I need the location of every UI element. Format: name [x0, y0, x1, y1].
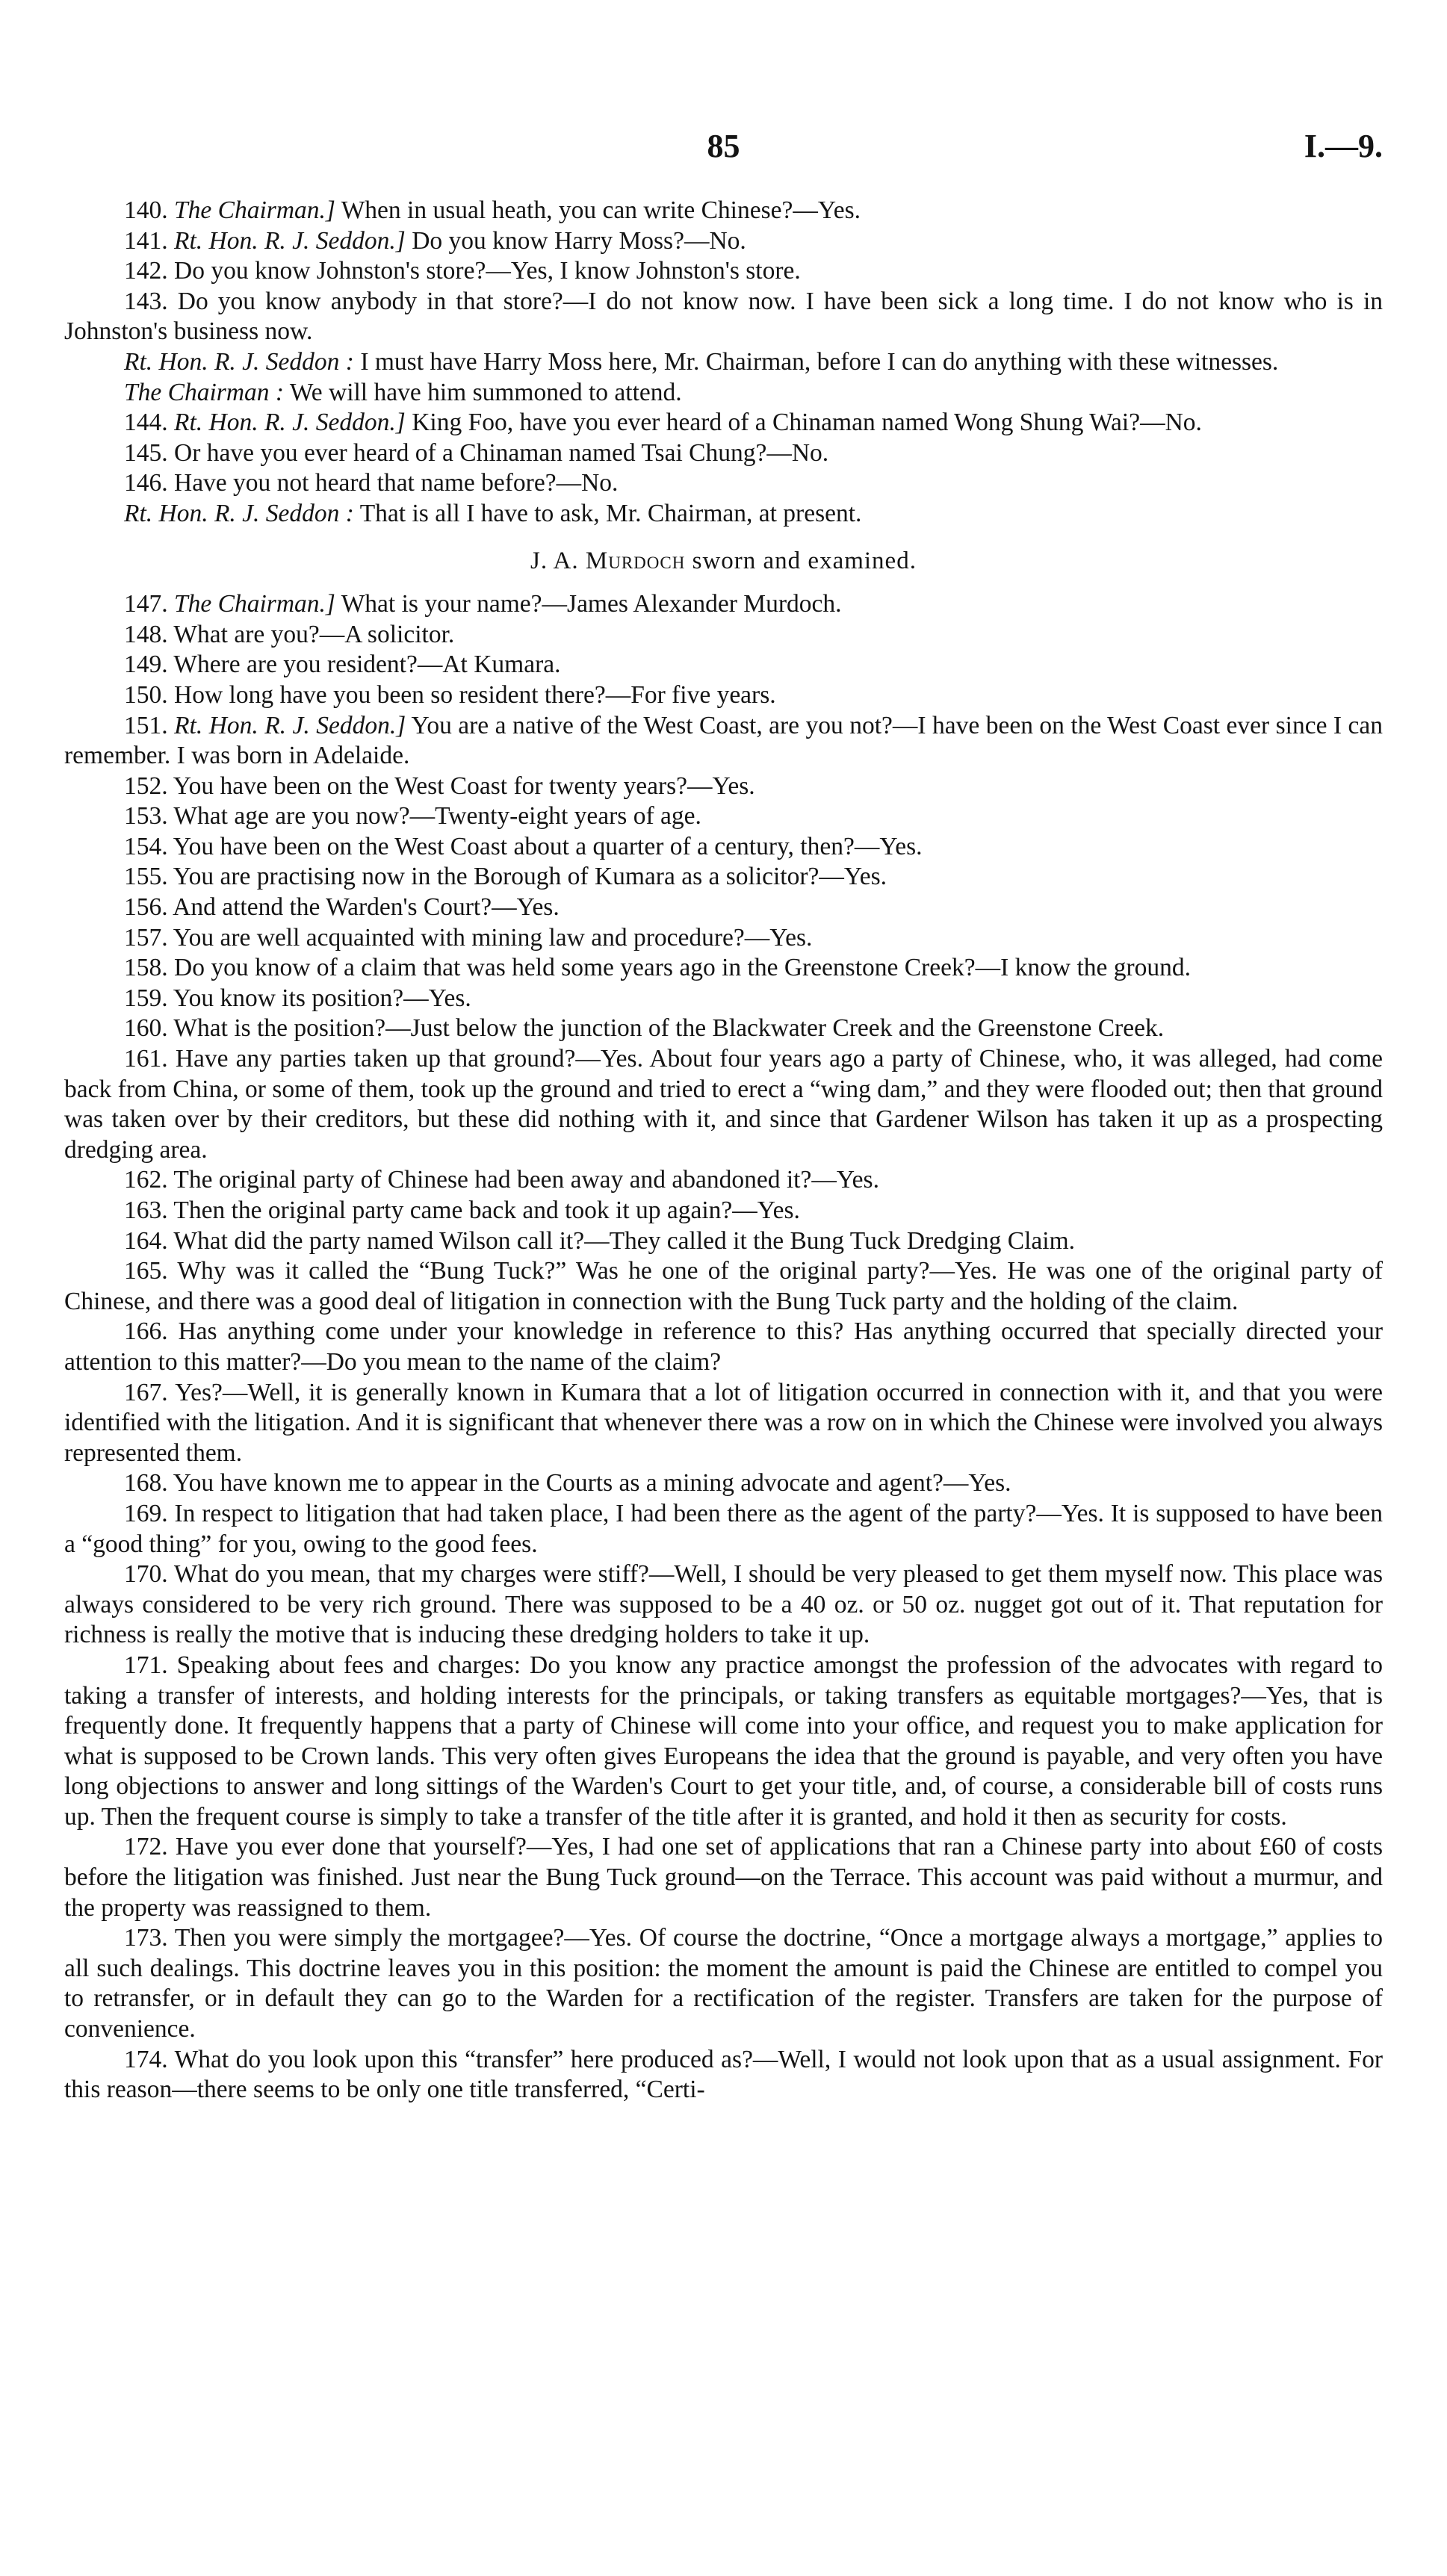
testimony-paragraph [64, 1468, 1383, 1499]
testimony-paragraph [64, 468, 1383, 499]
testimony-text: I must have Harry Moss here, Mr. Chairman, before I can do anything with these witnesses. [353, 347, 1279, 376]
testimony-text: Speaking about fees and charges: Do you know any practice amongst the profession of the advocates with regard to taking a transfer of interests, and holding interests for the principals, or taking transfers as equitable mortgages?—Yes, that is frequently done. It frequently happens that a party of Chinese will come into your office, and request you to make application for what is supposed to be Crown lands. This very often gives Europeans the idea that the ground is payable, and very often you have long objections to answer and long sittings of the Warden's Court to get your title, and, of course, a considerable bill of costs runs up. Then the frequent course is simply to take a transfer of the title after it is granted, and hold it then as security for costs. [64, 1651, 1383, 1831]
question-number: 149. [124, 651, 168, 679]
testimony-text: Have any parties taken up that ground?—Yes. About four years ago a party of Chinese, who, it was alleged, had come back from China, or some of them, took up the ground and tried to erect a “wing dam,” and they were flooded out; then that ground was taken over by their creditors, but these did nothing with it, and since that Gardener Wilson has taken it up as a prospecting dredging area. [64, 1045, 1383, 1164]
question-number: 162. [124, 1166, 168, 1194]
question-number: 145. [124, 438, 168, 467]
question-number: 154. [124, 832, 168, 860]
testimony-paragraph [64, 287, 1383, 347]
testimony-text: What are you?—A solicitor. [173, 620, 455, 648]
testimony-text: You know its position?—Yes. [173, 984, 471, 1012]
testimony-paragraph [64, 1226, 1383, 1257]
testimony-text: Where are you resident?—At Kumara. [173, 651, 561, 679]
question-number: 173. [124, 1924, 168, 1952]
question-number: 166. [124, 1318, 168, 1346]
testimony-text: Then you were simply the mortgagee?—Yes. Of course the doctrine, “Once a mortgage always a mortgage,” applies to all such dealings. This doctrine leaves you in this position: the moment the amount is paid the Chinese are entitled to compel you to retransfer, or in default they can go to the Warden for a rectification of the register. Transfers are taken for the purpose of convenience. [64, 1924, 1383, 2043]
speaker-name: The Chairman.] [174, 590, 335, 618]
testimony-text: Have you ever done that yourself?—Yes, I had one set of applications that ran a Chinese party into about £60 of costs before the litigation was finished. Just near the Bung Tuck ground—on the Terrace. This account was paid without a murmur, and the property was reassigned to them. [64, 1833, 1383, 1922]
question-number: 140. [124, 196, 168, 224]
testimony-text: King Foo, have you ever heard of a Chinaman named Wong Shung Wai?—No. [405, 409, 1202, 437]
testimony-text: You have been on the West Coast about a quarter of a century, then?—Yes. [173, 832, 923, 860]
witness-initials: J. A. [530, 547, 586, 574]
testimony-text: We will have him summoned to attend. [284, 378, 682, 406]
testimony-text: What is the position?—Just below the junction of the Blackwater Creek and the Greenstone Creek. [173, 1014, 1165, 1043]
question-number: 168. [124, 1469, 168, 1498]
testimony-text: When in usual heath, you can write Chinese?—Yes. [335, 196, 861, 224]
testimony-paragraph [64, 923, 1383, 954]
page-header [64, 127, 1383, 179]
testimony-text: Has anything come under your knowledge in reference to this? Has anything occurred that specially directed your attention to this matter?—Do you mean to the name of the claim? [64, 1318, 1383, 1376]
testimony-text: How long have you been so resident there?—For five years. [174, 680, 776, 709]
question-number: 156. [124, 893, 168, 922]
speaker-name: Rt. Hon. R. J. Seddon : [124, 499, 354, 527]
testimony-text: You are well acquainted with mining law and procedure?—Yes. [173, 923, 813, 952]
testimony-paragraph [64, 1044, 1383, 1165]
speaker-name: Rt. Hon. R. J. Seddon.] [174, 409, 406, 437]
testimony-text: And attend the Warden's Court?—Yes. [173, 893, 560, 922]
testimony-paragraph [64, 893, 1383, 923]
question-number: 157. [124, 923, 168, 952]
testimony-text: Yes?—Well, it is generally known in Kumara that a lot of litigation occurred in connection with it, and that you were identified with the litigation. And it is significant that whenever there was a row on in which the Chinese were involved you always represented them. [64, 1378, 1383, 1467]
question-number: 164. [124, 1226, 168, 1255]
question-number: 161. [124, 1045, 168, 1073]
question-number: 144. [124, 409, 168, 437]
question-number: 171. [124, 1651, 168, 1679]
question-number: 147. [124, 590, 168, 618]
testimony-paragraph [64, 862, 1383, 893]
question-number: 170. [124, 1560, 168, 1589]
testimony-paragraph [64, 1559, 1383, 1651]
testimony-paragraph [64, 1832, 1383, 1923]
testimony-paragraph [64, 438, 1383, 469]
testimony-paragraph [64, 1317, 1383, 1377]
question-number: 160. [124, 1014, 168, 1043]
question-number: 158. [124, 954, 168, 982]
testimony-text: What do you look upon this “transfer” here produced as?—Well, I would not look upon that as a usual assignment. For this reason—there seems to be only one title transferred, “Certi- [64, 2045, 1383, 2104]
page-number: 85 [707, 128, 740, 164]
page-body [64, 196, 1383, 2105]
testimony-paragraph [64, 953, 1383, 984]
testimony-paragraph [64, 408, 1383, 438]
testimony-text: Do you know anybody in that store?—I do not know now. I have been sick a long time. I do not know who is in Johnston's business now. [64, 287, 1383, 346]
question-number: 172. [124, 1833, 168, 1861]
testimony-paragraph [64, 984, 1383, 1014]
question-number: 153. [124, 802, 168, 831]
speaker-name: The Chairman.] [174, 196, 335, 224]
question-number: 165. [124, 1257, 168, 1285]
testimony-paragraph [64, 1256, 1383, 1317]
testimony-paragraph [64, 832, 1383, 863]
testimony-text: You are a native of the West Coast, are you not?—I have been on the West Coast ever since I can remember. I was born in Adelaide. [64, 711, 1384, 770]
question-number: 148. [124, 620, 168, 648]
testimony-paragraph [64, 347, 1383, 378]
question-number: 155. [124, 863, 168, 891]
testimony-paragraph [64, 1378, 1383, 1469]
testimony-text: Do you know Harry Moss?—No. [405, 226, 746, 255]
question-number: 146. [124, 469, 168, 497]
question-number: 141. [124, 226, 168, 255]
testimony-text: Then the original party came back and took it up again?—Yes. [173, 1197, 800, 1224]
question-number: 150. [124, 680, 168, 709]
testimony-paragraph [64, 256, 1383, 287]
testimony-text: What is your name?—James Alexander Murdoch. [335, 590, 842, 618]
testimony-paragraph [64, 711, 1383, 772]
question-number: 169. [124, 1499, 168, 1527]
document-reference: I.—9. [1304, 128, 1383, 164]
testimony-text: In respect to litigation that had taken place, I had been there as the agent of the party?—Yes. It is supposed to have been a “good thing” for you, owing to the good fees. [64, 1499, 1384, 1558]
testimony-text: The original party of Chinese had been away and abandoned it?—Yes. [173, 1166, 879, 1194]
testimony-paragraph [64, 1651, 1383, 1833]
testimony-paragraph [64, 196, 1383, 226]
question-number: 143. [124, 287, 168, 315]
speaker-name: Rt. Hon. R. J. Seddon.] [174, 711, 406, 739]
testimony-paragraph [64, 226, 1383, 257]
speaker-name: Rt. Hon. R. J. Seddon.] [174, 226, 406, 255]
testimony-paragraph [64, 378, 1383, 409]
testimony-paragraph [64, 1014, 1383, 1044]
testimony-text: What did the party named Wilson call it?—They called it the Bung Tuck Dredging Claim. [173, 1226, 1075, 1255]
testimony-text: Do you know Johnston's store?—Yes, I know Johnston's store. [174, 257, 801, 285]
question-number: 151. [124, 711, 168, 739]
question-number: 167. [124, 1378, 168, 1406]
testimony-paragraph [64, 772, 1383, 802]
witness-heading-rest: sworn and examined. [685, 547, 917, 574]
testimony-paragraph [64, 1923, 1383, 2044]
speaker-name: Rt. Hon. R. J. Seddon : [124, 347, 354, 376]
testimony-paragraph [64, 499, 1383, 530]
testimony-paragraph [64, 1196, 1383, 1226]
question-number: 142. [124, 257, 168, 285]
testimony-text: Or have you ever heard of a Chinaman named Tsai Chung?—No. [174, 438, 829, 467]
testimony-section-2 [64, 589, 1383, 2105]
question-number: 174. [124, 2045, 168, 2073]
question-number: 152. [124, 772, 168, 800]
testimony-text: What do you mean, that my charges were stiff?—Well, I should be very pleased to get them myself now. This place was always considered to be very rich ground. There was supposed to be a 40 oz. or 50 oz. nugget got out of it. That reputation for richness is really the motive that is inducing these dredging holders to take it up. [64, 1560, 1383, 1649]
testimony-paragraph [64, 620, 1383, 651]
testimony-text: That is all I have to ask, Mr. Chairman, at present. [353, 499, 862, 527]
speaker-name: The Chairman : [124, 378, 285, 406]
testimony-paragraph [64, 801, 1383, 832]
testimony-paragraph [64, 2045, 1383, 2105]
question-number: 159. [124, 984, 168, 1012]
testimony-text: Do you know of a claim that was held some years ago in the Greenstone Creek?—I know the ground. [174, 954, 1192, 982]
question-number: 163. [124, 1197, 168, 1224]
testimony-paragraph [64, 589, 1383, 620]
testimony-paragraph [64, 680, 1383, 711]
testimony-text: Why was it called the “Bung Tuck?” Was he one of the original party?—Yes. He was one of the original party of Chinese, and there was a good deal of litigation in connection with the Bung Tuck party and the holding of the claim. [64, 1257, 1383, 1315]
testimony-text: You are practising now in the Borough of Kumara as a solicitor?—Yes. [173, 863, 887, 891]
testimony-paragraph [64, 1165, 1383, 1196]
testimony-text: Have you not heard that name before?—No. [174, 469, 619, 497]
testimony-paragraph [64, 1499, 1383, 1559]
testimony-text: You have been on the West Coast for twenty years?—Yes. [173, 772, 755, 800]
testimony-paragraph [64, 650, 1383, 680]
witness-surname: Murdoch [585, 547, 686, 574]
witness-heading [64, 546, 1383, 577]
testimony-section-1 [64, 196, 1383, 530]
testimony-text: What age are you now?—Twenty-eight years of age. [173, 802, 701, 831]
testimony-text: You have known me to appear in the Courts as a mining advocate and agent?—Yes. [173, 1469, 1011, 1498]
